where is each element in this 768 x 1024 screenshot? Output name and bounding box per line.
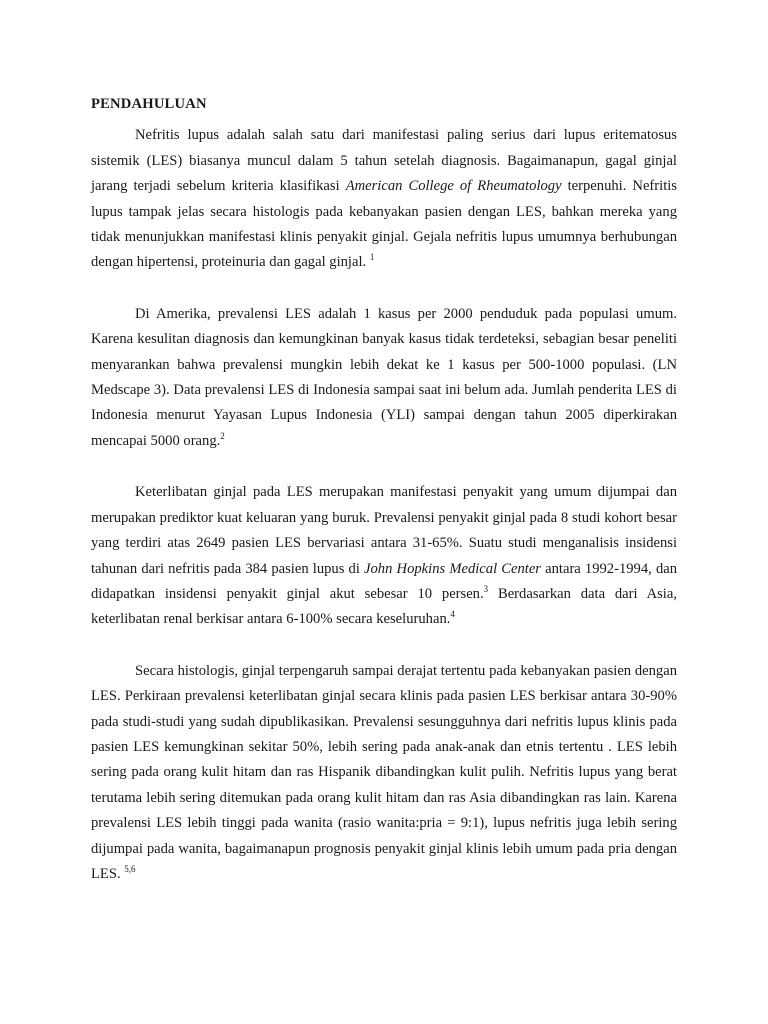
citation-marker: 1 (369, 252, 375, 263)
paragraph-text: Di Amerika, prevalensi LES adalah 1 kasus per 2000 penduduk pada populasi umum. Karena kesulitan diagnosis dan kemungkinan banyak kasus tidak terdeteksi, sebagian besar peneliti menyarankan bahwa prevalensi mungkin lebih dekat ke 1 kasus per 500-1000 populasi. (LN Medscape 3). Data prevalensi LES di Indonesia sampai saat ini belum ada. Jumlah penderita LES di Indonesia menurut Yayasan Lupus Indonesia (YLI) sampai dengan tahun 2005 diperkirakan mencapai 5000 orang. (91, 305, 677, 449)
paragraph-text: terpenuhi. Nefritis lupus tampak jelas secara histologis pada kebanyakan pasien dengan LES, bahkan mereka yang tidak menunjukkan manifestasi klinis penyakit ginjal. Gejala nefritis lupus umumnya berhubungan dengan hipertensi, proteinuria dan gagal ginjal. (91, 178, 677, 271)
paragraph-3 (91, 480, 677, 632)
paragraph-text: antara 1992-1994, dan didapatkan insidensi penyakit ginjal akut sebesar 10 persen. (91, 560, 678, 602)
citation-marker: 4 (450, 609, 455, 620)
italic-text: John Hopkins Medical Center (364, 560, 541, 577)
paragraph-text: Nefritis lupus adalah salah satu dari manifestasi paling serius dari lupus eritematosus sistemik (LES) biasanya muncul dalam 5 tahun setelah diagnosis. Bagaimanapun, gagal ginjal jarang terjadi sebelum kriteria klasifikasi (91, 127, 677, 195)
paragraph-text: Keterlibatan ginjal pada LES merupakan manifestasi penyakit yang umum dijumpai dan merupakan prediktor kuat keluaran yang buruk. Prevalensi penyakit ginjal pada 8 studi kohort besar yang terdiri atas 2649 pasien LES bervariasi antara 31-65%. Suatu studi menganalisis insidensi tahunan dari nefritis pada 384 pasien lupus di (91, 484, 677, 577)
document-page (91, 92, 677, 913)
citation-marker: 5,6 (124, 864, 136, 875)
paragraph-2 (91, 302, 677, 454)
paragraph-text: Berdasarkan data dari Asia, keterlibatan renal berkisar antara 6-100% secara keseluruhan. (91, 585, 677, 628)
italic-text: American College of Rheumatology (345, 178, 562, 195)
paragraph-text: Secara histologis, ginjal terpengaruh sampai derajat tertentu pada kebanyakan pasien dengan LES. Perkiraan prevalensi keterlibatan ginjal secara klinis pada pasien LES berkisar antara 30-90% pada studi-studi yang sudah dipublikasikan. Prevalensi sesungguhnya dari nefritis lupus klinis pada pasien LES kemungkinan sekitar 50%, lebih sering pada anak-anak dan etnis tertentu . LES lebih sering pada orang kulit hitam dan ras Hispanik dibandingkan kulit pulih. Nefritis lupus yang berat terutama lebih sering ditemukan pada orang kulit hitam dan ras Asia dibandingkan ras lain. Karena prevalensi LES lebih tinggi pada wanita (rasio wanita:pria = 9:1), lupus nefritis juga lebih sering dijumpai pada wanita, bagaimanapun prognosis penyakit ginjal klinis lebih umum pada pria dengan LES. (91, 662, 677, 882)
citation-marker: 3 (483, 584, 489, 595)
citation-marker: 2 (220, 431, 225, 442)
paragraph-4 (91, 659, 677, 888)
paragraph-1 (91, 123, 677, 275)
section-heading: PENDAHULUAN (91, 96, 207, 112)
